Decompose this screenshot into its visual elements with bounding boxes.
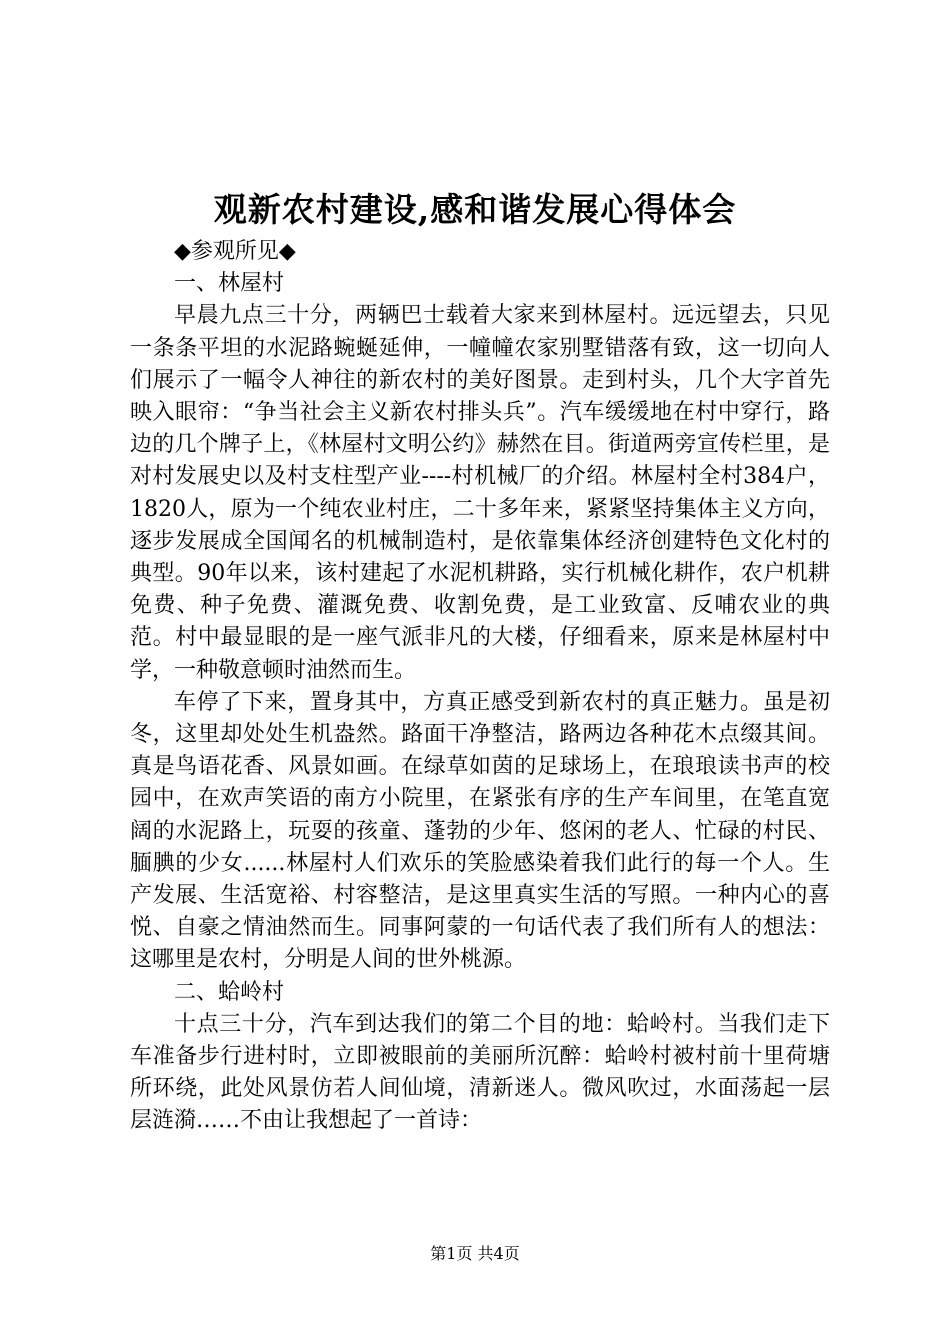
document-title: 观新农村建设,感和谐发展心得体会 [213, 190, 737, 229]
body-paragraph: 十点三十分，汽车到达我们的第二个目的地：蛤岭村。当我们走下车准备步行进村时，立即被眼前的美丽所沉醉：蛤岭村被村前十里荷塘所环绕，此处风景仿若人间仙境，清新迷人。微风吹过，水面荡起一层层涟漪……不由让我想起了一首诗： [130, 1011, 830, 1134]
section-marker: ◆参观所见◆ [174, 239, 296, 264]
body-paragraph: 车停了下来，置身其中，方真正感受到新农村的真正魅力。虽是初冬，这里却处处生机盎然。路面干净整洁，路两边各种花木点缀其间。真是鸟语花香、风景如画。在绿草如茵的足球场上，在琅琅读书声的校园中，在欢声笑语的南方小院里，在紧张有序的生产车间里，在笔直宽阔的水泥路上，玩耍的孩童、蓬勃的少年、悠闲的老人、忙碌的村民、腼腆的少女......林屋村人们欢乐的笑脸感染着我们此行的每一个人。生产发展、生活宽裕、村容整洁，是这里真实生活的写照。一种内心的喜悦、自豪之情油然而生。同事阿蒙的一句话代表了我们所有人的想法：这哪里是农村，分明是人间的世外桃源。 [130, 689, 830, 973]
page-footer: 第1页 共4页 [430, 1244, 520, 1263]
section-heading-haling: 二、蛤岭村 [174, 979, 285, 1005]
document-body [130, 236, 830, 1138]
section-heading-linwu: 一、林屋村 [174, 271, 285, 297]
body-paragraph: 早晨九点三十分，两辆巴士载着大家来到林屋村。远远望去，只见一条条平坦的水泥路蜿蜒延伸，一幢幢农家别墅错落有致，这一切向人们展示了一幅令人神往的新农村的美好图景。走到村头，几个大字首先映入眼帘：“争当社会主义新农村排头兵”。汽车缓缓地在村中穿行，路边的几个牌子上，《林屋村文明公约》赫然在目。街道两旁宣传栏里，是对村发展史以及村支柱型产业----村机械厂的介绍。林屋村全村384户，1820人，原为一个纯农业村庄，二十多年来，紧紧坚持集体主义方向，逐步发展成全国闻名的机械制造村，是依靠集体经济创建特色文化村的典型。90年以来，该村建起了水泥机耕路，实行机械化耕作，农户机耕免费、种子免费、灌溉免费、收割免费，是工业致富、反哺农业的典范。村中最显眼的是一座气派非凡的大楼，仔细看来，原来是林屋村中学，一种敬意顿时油然而生。 [130, 303, 830, 683]
